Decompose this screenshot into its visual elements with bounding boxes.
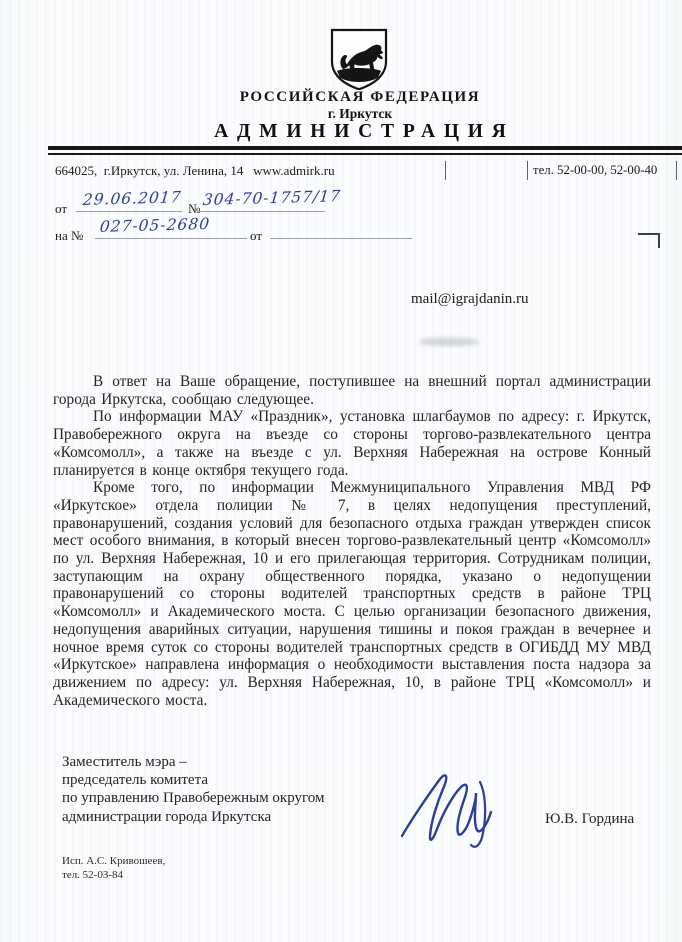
signer-position-line: председатель комитета: [62, 772, 208, 789]
reply-date-field: [270, 218, 412, 239]
signer-position-block: [62, 753, 325, 826]
outgoing-number-label: №: [188, 201, 201, 216]
reply-date-label: от: [250, 228, 263, 243]
signer-name: Ю.В. Гордина: [545, 811, 635, 827]
outgoing-date-handwritten: 29.06.2017: [82, 188, 183, 209]
right-edge-divider-line: [676, 161, 677, 180]
outgoing-number-field: [199, 187, 342, 212]
address-divider-tick: [445, 161, 446, 180]
body-paragraph: По информации МАУ «Праздник», установка шлагбаумов по адресу: г. Иркутск, Правобережного округа на въезде со стороны торгово-развлекательного центра «Комсомолл», а также на въезде с ул. Верхняя Набережная на острове Конный планируется в конце октября текущего года.: [53, 408, 651, 479]
body-paragraph: Кроме того, по информации Межмуниципального Управления МВД РФ «Иркутское» отдела полиции № 7, в целях недопущения преступлений, правонарушений, создания условий для безопасного отдыха граждан утвержден список мест особого внимания, в который внесен торгово-развлекательный центр «Комсомолл» по ул. Верхняя Набережная, 10 и его прилегающая территория. Сотрудникам полиции, заступающим на охрану общественного порядка, указано о недопущении правонарушений со стороны водителей транспортных средств в районе ТРЦ «Комсомолл» и Академического моста. С целью организации безопасного движения, недопущения аварийных ситуации, нарушения тишины и покоя граждан в вечернее и ночное время суток со стороны водителей транспортных средств в ОГИБДД МУ МВД «Иркутское» направлена информация о необходимости выставления поста надзора за движением по адресу: ул. Верхняя Набережная, 10, в районе ТРЦ «Комсомолл» и Академического моста.: [53, 479, 651, 709]
scan-smudge-artifact: [418, 338, 480, 346]
handwritten-signature-icon: [396, 770, 508, 858]
reply-to-label: на №: [55, 228, 84, 243]
reply-number-handwritten: 027-05-2680: [99, 214, 211, 236]
signer-position-line: администрации города Иркутска: [62, 808, 272, 825]
recipient-email: mail@igrajdanin.ru: [411, 291, 529, 307]
outgoing-number-handwritten: 304-70-1757/17: [202, 187, 342, 209]
signer-position-line: по управлению Правобережным округом: [62, 790, 325, 807]
city-title: г. Иркутск: [327, 106, 393, 121]
phone-divider-line: [527, 161, 528, 180]
signer-position-line: Заместитель мэра –: [62, 754, 187, 770]
outgoing-date-label: от: [55, 201, 68, 216]
organization-title: АДМИНИСТРАЦИЯ: [214, 121, 515, 142]
outgoing-date-field: [76, 188, 183, 212]
recipient-zone-corner-mark: [638, 233, 660, 248]
executor-block: [62, 855, 165, 882]
letter-body: [53, 373, 651, 709]
executor-name-line: Исп. А.С. Кривошеев,: [62, 855, 166, 867]
reply-number-field: [95, 214, 247, 239]
body-paragraph: В ответ на Ваше обращение, поступившее на внешний портал администрации города Иркутска, сообщаю следующее.: [53, 373, 651, 408]
executor-phone-line: тел. 52-03-84: [62, 868, 124, 881]
irkutsk-coat-of-arms-icon: [327, 28, 391, 92]
header-double-rule: [48, 146, 682, 155]
country-title: РОССИЙСКАЯ ФЕДЕРАЦИЯ: [239, 89, 481, 105]
org-address-line: 664025, г.Иркутск, ул. Ленина, 14 www.admirk.ru: [55, 163, 335, 178]
org-phone-line: тел. 52-00-00, 52-00-40: [533, 163, 658, 177]
